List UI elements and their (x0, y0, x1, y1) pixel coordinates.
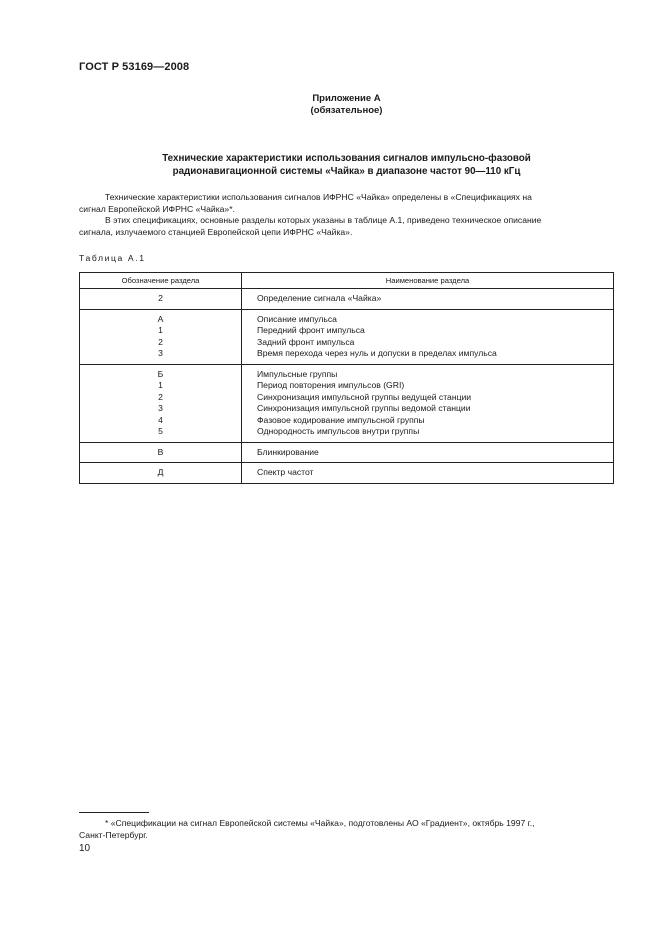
section-name: Определение сигнала «Чайка» (257, 293, 382, 303)
section-name-cell (242, 442, 614, 463)
section-code-cell (80, 309, 242, 364)
section-code: 3 (158, 348, 163, 358)
section-code: 3 (158, 403, 163, 413)
section-code-cell (80, 463, 242, 484)
page-number: 10 (79, 843, 91, 854)
section-code-cell (80, 364, 242, 442)
appendix-status: (обязательное) (310, 105, 383, 116)
table-body (80, 289, 614, 484)
paragraph-2-line2: сигнала, излучаемого станцией Европейской цепи ИФРНС «Чайка». (79, 226, 353, 237)
section-name-cell (242, 364, 614, 442)
section-name: Фазовое кодирование импульсной группы (257, 414, 425, 425)
table-row (80, 289, 614, 310)
table-row (80, 364, 614, 442)
section-code: 2 (158, 293, 163, 303)
table-caption: Таблица А.1 (79, 253, 146, 263)
header-section-code: Обозначение раздела (80, 273, 242, 289)
section-code: 1 (158, 380, 163, 390)
footnote-line2: Санкт-Петербург. (79, 829, 148, 840)
section-code: 2 (158, 336, 163, 347)
paragraph-2 (79, 215, 614, 238)
footnote (79, 818, 614, 841)
section-code: Б (157, 368, 164, 379)
section-name: Время перехода через нуль и допуски в пределах импульса (257, 348, 497, 358)
table-row (80, 463, 614, 484)
section-title (79, 152, 614, 178)
section-title-line2: радионавигационной системы «Чайка» в диапазоне частот 90—110 кГц (172, 166, 521, 177)
section-name-cell (242, 309, 614, 364)
section-name-cell (242, 289, 614, 310)
section-name: Передний фронт импульса (257, 325, 365, 335)
section-code: 5 (158, 426, 163, 436)
paragraph-1-line1: Технические характеристики использования сигналов ИФРНС «Чайка» определены в «Спецификациях на (105, 192, 532, 202)
section-name: Спектр частот (257, 467, 314, 477)
header-section-name: Наименование раздела (242, 273, 614, 289)
section-code: А (157, 313, 164, 324)
section-name: Синхронизация импульсной группы ведущей станции (257, 391, 472, 402)
section-name-cell (242, 463, 614, 484)
section-code: 1 (158, 325, 163, 335)
footnote-line1: * «Спецификации на сигнал Европейской системы «Чайка», подготовлены АО «Градиент», октябрь 1997 г., (105, 818, 535, 828)
sections-table (79, 272, 614, 484)
section-code: 4 (158, 414, 163, 425)
section-name: Блинкирование (257, 446, 319, 457)
section-name: Задний фронт импульса (257, 336, 355, 347)
paragraph-1 (79, 192, 614, 215)
document-id: ГОСТ Р 53169—2008 (79, 61, 190, 73)
paragraph-1-line2: сигнал Европейской ИФРНС «Чайка»*. (79, 203, 235, 214)
section-name: Синхронизация импульсной группы ведомой станции (257, 403, 471, 413)
section-code-cell (80, 442, 242, 463)
section-name: Период повторения импульсов (GRI) (257, 380, 405, 390)
section-name: Описание импульса (257, 313, 337, 324)
appendix-title: Приложение А (312, 93, 381, 104)
section-code: В (157, 446, 164, 457)
section-code: Д (157, 467, 164, 477)
section-code: 2 (158, 391, 163, 402)
section-name: Импульсные группы (257, 368, 338, 379)
table-row (80, 309, 614, 364)
table-header-row (80, 273, 614, 289)
section-name: Однородность импульсов внутри группы (257, 426, 420, 436)
section-code-cell (80, 289, 242, 310)
section-title-line1: Технические характеристики использования сигналов импульсно-фазовой (162, 153, 531, 164)
table-row (80, 442, 614, 463)
paragraph-2-line1: В этих спецификациях, основные разделы которых указаны в таблице А.1, приведено техническое описание (105, 215, 542, 225)
footnote-separator (79, 812, 149, 813)
